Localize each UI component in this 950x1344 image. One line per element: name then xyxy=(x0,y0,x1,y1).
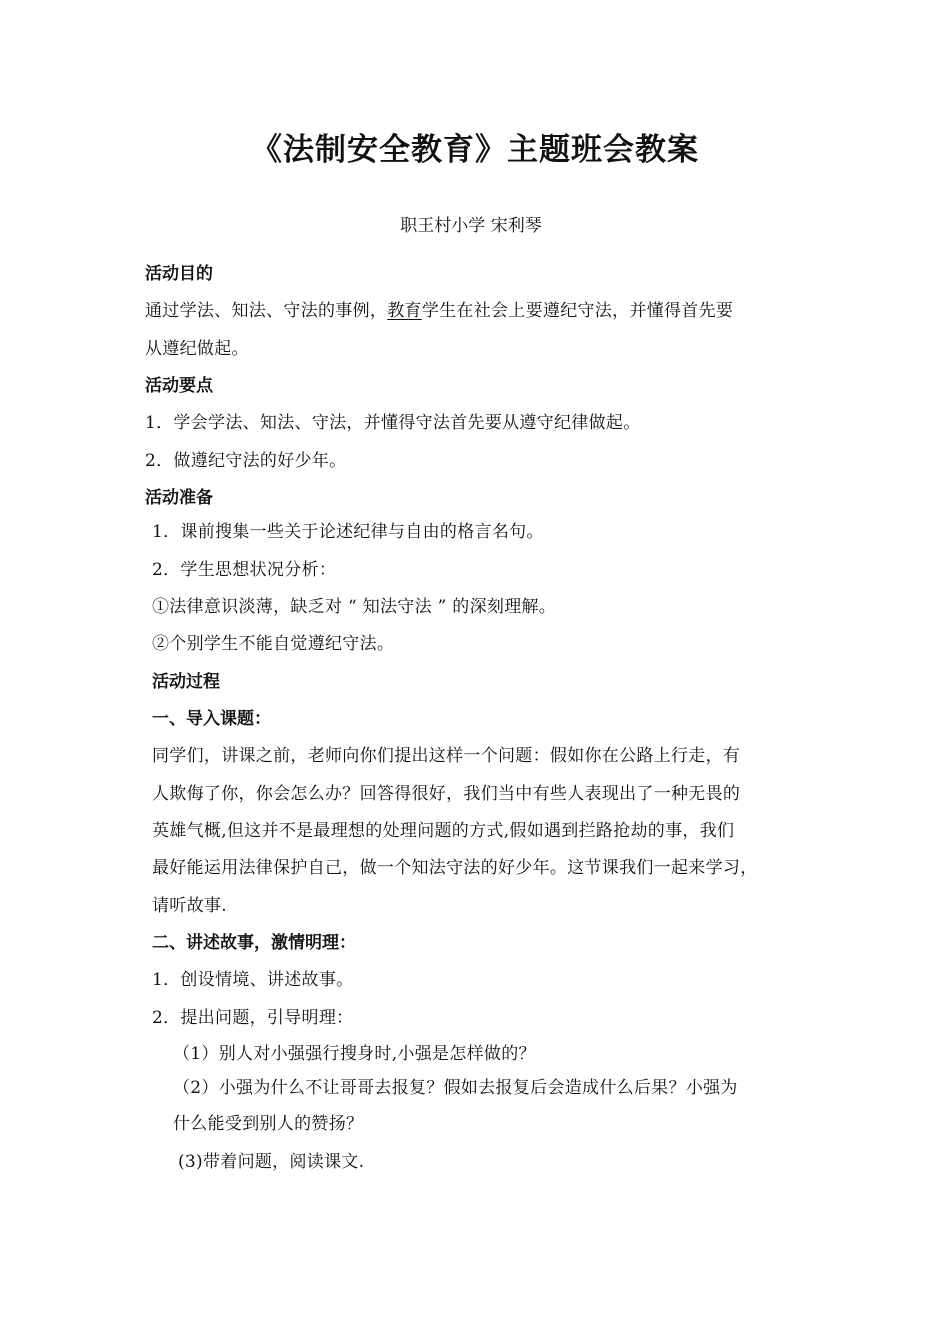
part2-item: 2．提出问题，引导明理： xyxy=(152,1008,354,1028)
document-author: 职王村小学 宋利琴 xyxy=(400,216,542,236)
key-point-item: 2．做遵纪守法的好少年。 xyxy=(145,451,347,471)
key-point-item: 1．学会学法、知法、守法，并懂得守法首先要从遵守纪律做起。 xyxy=(145,413,641,433)
preparation-item: ②个别学生不能自觉遵纪守法。 xyxy=(152,634,395,654)
preparation-item: 2．学生思想状况分析： xyxy=(152,560,337,580)
part1-paragraph-line: 英雄气概,但这并不是最理想的处理问题的方式,假如遇到拦路抢劫的事，我们 xyxy=(152,821,735,841)
purpose-line-2: 从遵纪做起。 xyxy=(145,339,249,359)
purpose-line-1 xyxy=(145,297,733,325)
process-heading: 活动过程 xyxy=(152,672,220,692)
part2-question: (3)带着问题，阅读课文. xyxy=(178,1152,365,1172)
purpose-text-after: 学生在社会上要遵纪守法，并懂得首先要 xyxy=(421,301,734,321)
part1-paragraph-line: 同学们，讲课之前，老师向你们提出这样一个问题：假如你在公路上行走，有 xyxy=(152,746,741,766)
part2-question: 什么能受到别人的赞扬？ xyxy=(173,1114,364,1134)
part1-paragraph-line: 请听故事. xyxy=(152,896,227,916)
document-title: 《法制安全教育》主题班会教案 xyxy=(251,132,699,168)
part1-paragraph-line: 人欺侮了你，你会怎么办？回答得很好，我们当中有些人表现出了一种无畏的 xyxy=(152,784,741,804)
part2-question: （2）小强为什么不让哥哥去报复？假如去报复后会造成什么后果？小强为 xyxy=(173,1078,738,1098)
purpose-text-before: 通过学法、知法、守法的事例， xyxy=(145,301,388,321)
purpose-underlined-word: 教育 xyxy=(387,301,422,321)
part1-heading: 一、导入课题： xyxy=(152,709,271,729)
part2-item: 1．创设情境、讲述故事。 xyxy=(152,970,354,990)
part1-paragraph-line: 最好能运用法律保护自己，做一个知法守法的好少年。这节课我们一起来学习， xyxy=(152,858,758,878)
purpose-heading: 活动目的 xyxy=(145,264,213,284)
preparation-heading: 活动准备 xyxy=(145,488,213,508)
key-points-heading: 活动要点 xyxy=(145,376,213,396)
part2-heading: 二、讲述故事，激情明理： xyxy=(152,933,356,953)
part2-question: （1）别人对小强强行搜身时,小强是怎样做的？ xyxy=(173,1044,536,1064)
preparation-item: ①法律意识淡薄，缺乏对 “ 知法守法 ” 的深刻理解。 xyxy=(152,597,557,617)
preparation-item: 1．课前搜集一些关于论述纪律与自由的格言名句。 xyxy=(152,522,544,542)
